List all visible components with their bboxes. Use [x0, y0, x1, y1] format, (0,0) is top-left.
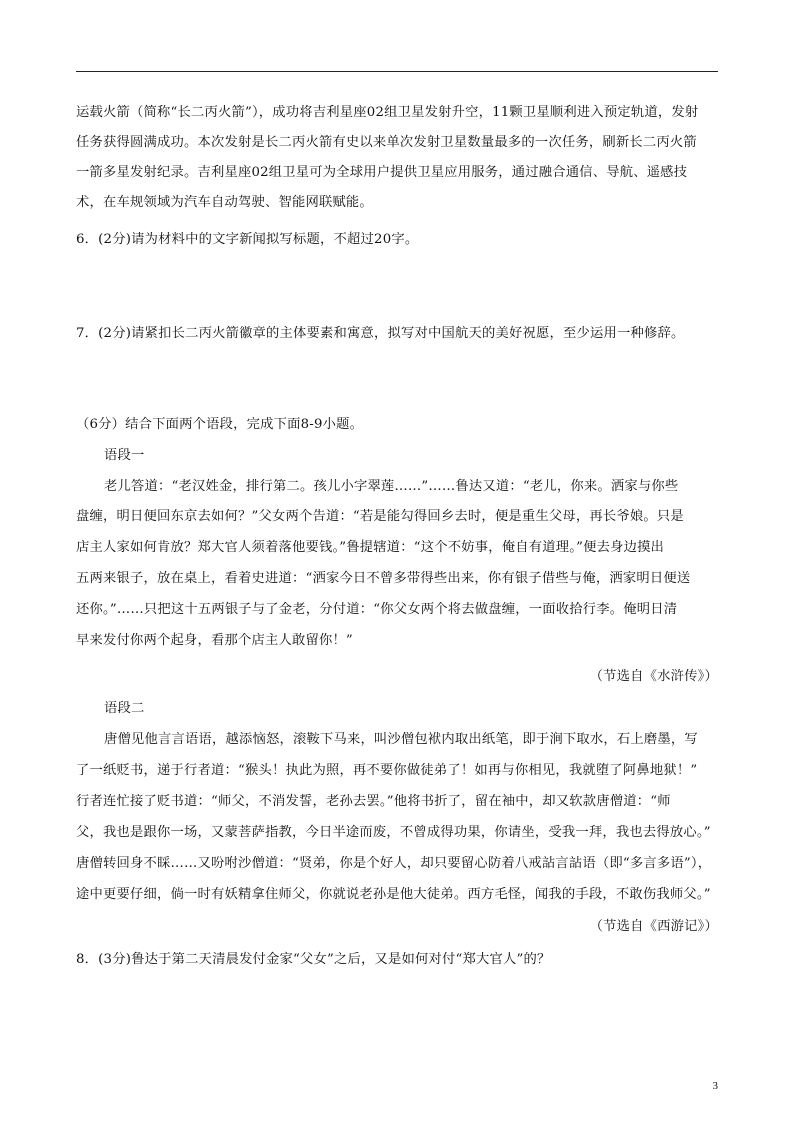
paragraph-line: 唐僧转回身不睬……又吩咐沙僧道：“贤弟，你是个好人，却只要留心防着八戒詀言詀语（即“多言多语”）， [76, 856, 712, 871]
paragraph-heading: 语段一 [104, 448, 145, 463]
paragraph-line: 盘缠，明日便回东京去如何？”父女两个告道：“若是能勾得回乡去时，便是重生父母，再长爷娘。只是 [76, 509, 684, 524]
question-6: 6．(2分)请为材料中的文字新闻拟写标题，不超过20字。 [76, 232, 419, 247]
paragraph-line: 行者连忙接了贬书道：“师父，不消发誓，老孙去罢。”他将书折了，留在袖中，却又软款唐僧道：“师 [76, 794, 671, 809]
intro-line: 运载火箭（简称“长二丙火箭”），成功将吉利星座02组卫星发射升空，11颗卫星顺利进入预定轨道，发射 [76, 105, 699, 120]
paragraph-line: 还你。”……只把这十五两银子与了金老，分付道：“你父女两个将去做盘缠，一面收拾行李。俺明日清 [76, 602, 678, 617]
paragraph-heading: 语段二 [104, 701, 145, 716]
paragraph-line: 老儿答道：“老汉姓金，排行第二。孩儿小字翠莲……”……鲁达又道：“老儿，你来。洒家与你些 [104, 479, 679, 494]
paragraph-line: 早来发付你两个起身，看那个店主人敢留你！” [76, 633, 353, 648]
question-7: 7．(2分)请紧扣长二丙火箭徽章的主体要素和寓意，拟写对中国航天的美好祝愿，至少运用一种修辞。 [76, 326, 685, 341]
header-rule [76, 71, 718, 72]
paragraph-line: 了一纸贬书，递于行者道：“猴头！执此为照，再不要你做徒弟了！如再与你相见，我就堕了阿鼻地狱！” [76, 763, 698, 778]
intro-line: 一箭多星发射纪录。吉利星座02组卫星可为全球用户提供卫星应用服务，通过融合通信、导航、遥感技 [76, 165, 688, 180]
paragraph-line: 途中更要仔细，倘一时有妖精拿住师父，你就说老孙是他大徒弟。西方毛怪，闻我的手段，不敢伤我师父。” [76, 887, 711, 902]
source-citation: （节选自《西游记》） [589, 919, 718, 934]
paragraph-line: 五两来银子，放在桌上，看着史进道：“洒家今日不曾多带得些出来，你有银子借些与俺，洒家明日便送 [76, 571, 691, 586]
question-8: 8．(3分)鲁达于第二天清晨发付金家“父女”之后，又是如何对付“郑大官人”的？ [76, 952, 551, 967]
section-intro: （6分）结合下面两个语段，完成下面8-9小题。 [76, 417, 364, 432]
paragraph-line: 店主人家如何肯放？郑大官人须着落他要钱。”鲁提辖道：“这个不妨事，俺自有道理。”便去身边摸出 [76, 540, 665, 555]
page-number: 3 [712, 1080, 718, 1092]
intro-line: 任务获得圆满成功。本次发射是长二丙火箭有史以来单次发射卫星数量最多的一次任务，刷新长二丙火箭 [76, 135, 697, 150]
paragraph-line: 唐僧见他言言语语，越添恼怒，滚鞍下马来，叫沙僧包袱内取出纸笔，即于涧下取水，石上磨墨，写 [104, 732, 698, 747]
intro-line: 术，在车规领域为汽车自动驾驶、智能网联赋能。 [76, 195, 373, 210]
paragraph-line: 父，我也是跟你一场，又蒙菩萨指教，今日半途而废，不曾成得功果，你请坐，受我一拜，我也去得放心。” [76, 825, 711, 840]
source-citation: （节选自《水浒传》） [589, 669, 718, 684]
